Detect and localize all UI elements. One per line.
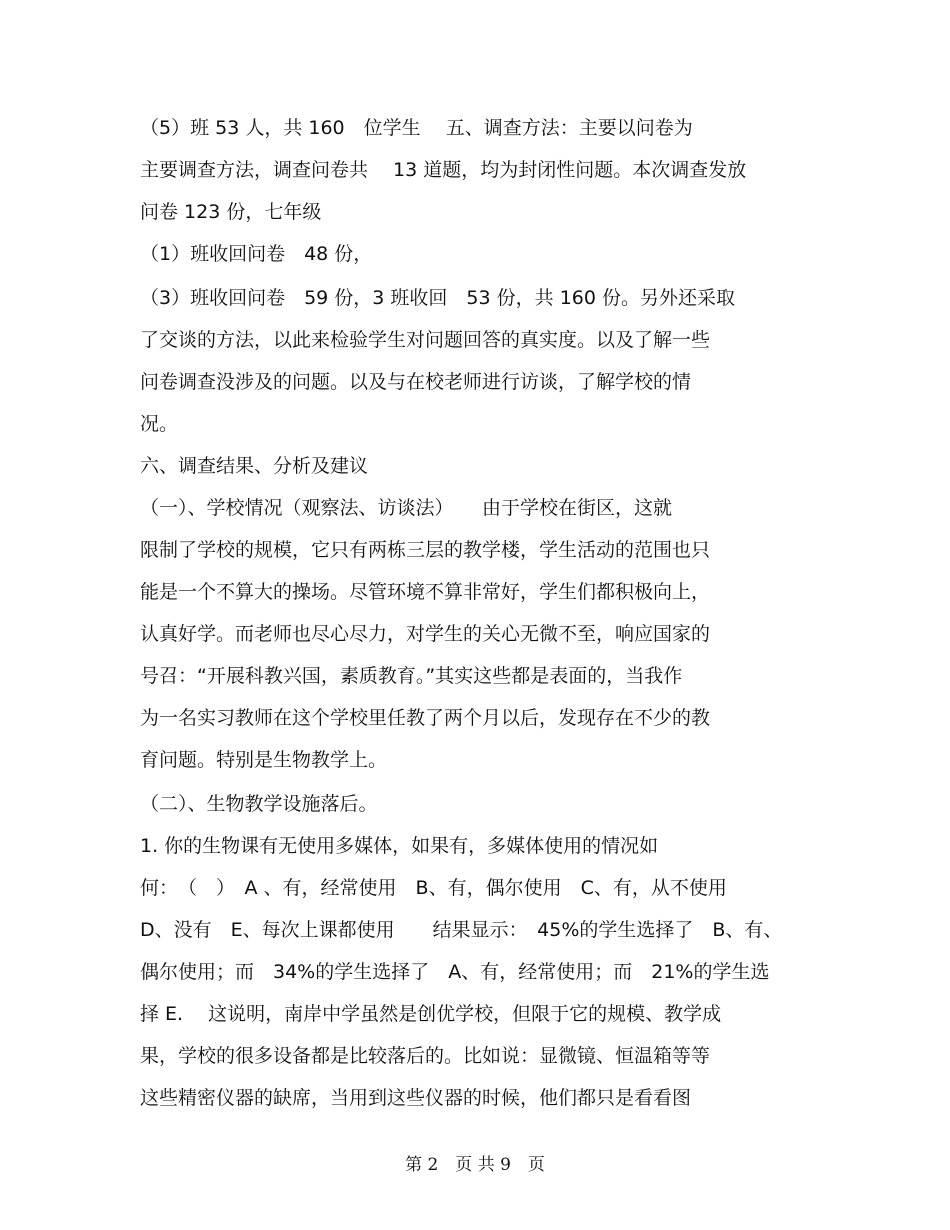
text-line: 认真好学。而老师也尽心尽力，对学生的关心无微不至，响应国家的 xyxy=(140,623,711,645)
text-line: 何： （ ） A 、有，经常使用 B、有，偶尔使用 C、有，从不使用 xyxy=(140,877,727,899)
section-heading: 六、调查结果、分析及建议 xyxy=(140,455,369,477)
text-line: （3）班收回问卷 59 份，3 班收回 53 份，共 160 份。另外还采取 xyxy=(140,287,735,309)
text-line: 能是一个不算大的操场。尽管环境不算非常好，学生们都积极向上， xyxy=(140,581,711,603)
text-line: 问卷调查没涉及的问题。以及与在校老师进行访谈，了解学校的情 xyxy=(140,371,692,393)
section-heading: （二）、生物教学设施落后。 xyxy=(140,793,378,815)
text-line: 育问题。特别是生物教学上。 xyxy=(140,749,388,771)
text-line: 这些精密仪器的缺席，当用到这些仪器的时候，他们都只是看看图 xyxy=(140,1087,692,1109)
text-line: 为一名实习教师在这个学校里任教了两个月以后，发现存在不少的教 xyxy=(140,707,711,729)
text-line: 偶尔使用；而 34%的学生选择了 A、有，经常使用；而 21%的学生选 xyxy=(140,961,770,983)
text-line: 了交谈的方法，以此来检验学生对问题回答的真实度。以及了解一些 xyxy=(140,329,711,351)
text-line: （5）班 53 人，共 160 位学生 五、调查方法：主要以问卷为 xyxy=(140,117,693,139)
text-line: （一）、学校情况（观察法、访谈法） 由于学校在街区，这就 xyxy=(140,497,673,519)
text-line: （1）班收回问卷 48 份， xyxy=(140,243,373,265)
text-line: 1. 你的生物课有无使用多媒体，如果有，多媒体使用的情况如 xyxy=(140,835,659,857)
text-line: 择 E. 这说明，南岸中学虽然是创优学校，但限于它的规模、教学成 xyxy=(140,1003,722,1025)
text-line: 限制了学校的规模，它只有两栋三层的教学楼，学生活动的范围也只 xyxy=(140,539,711,561)
text-line: 问卷 123 份，七年级 xyxy=(140,201,322,223)
text-line: 主要调查方法，调查问卷共 13 道题，均为封闭性问题。本次调查发放 xyxy=(140,159,747,181)
text-line: 况。 xyxy=(140,413,179,435)
text-line: D、没有 E、每次上课都使用 结果显示： 45%的学生选择了 B、有、 xyxy=(140,919,783,941)
text-line: 号召：“开展科教兴国，素质教育。”其实这些都是表面的，当我作 xyxy=(140,665,683,687)
text-line: 果，学校的很多设备都是比较落后的。比如说：显微镜、恒温箱等等 xyxy=(140,1045,711,1067)
page-number-footer: 第 2 页 共 9 页 xyxy=(405,1155,545,1175)
